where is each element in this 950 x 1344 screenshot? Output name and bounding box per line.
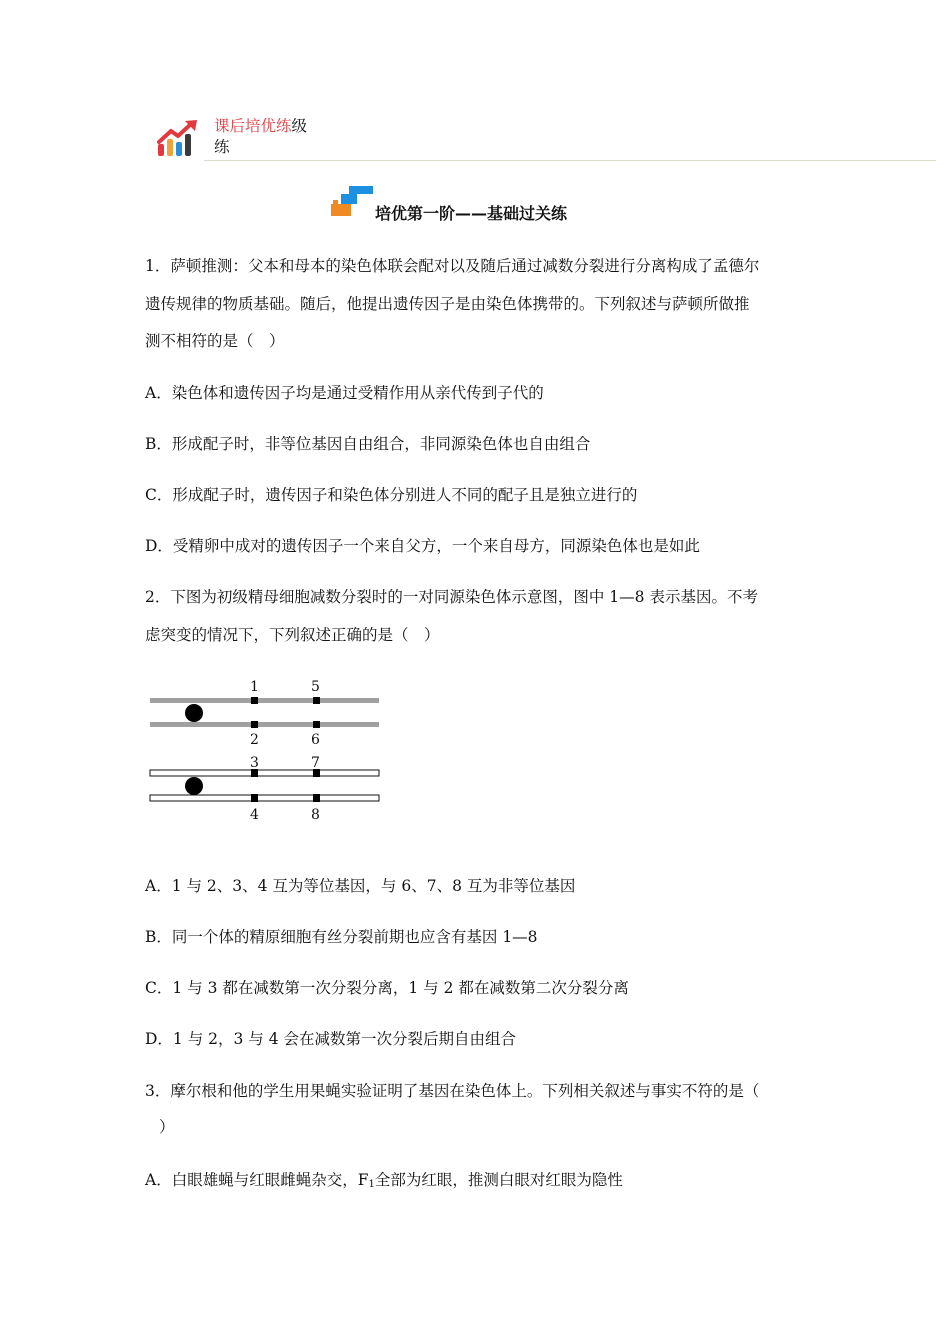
header-divider <box>204 160 936 161</box>
chromatid-bottom-1 <box>150 770 379 776</box>
q1-option-c: C．形成配子时，遗传因子和染色体分别进人不同的配子且是独立进行的 <box>145 486 638 504</box>
gene-locus-1 <box>251 697 258 704</box>
q1-option-d: D．受精卵中成对的遗传因子一个来自父方，一个来自母方，同源染色体也是如此 <box>145 537 700 555</box>
q1-stem-line-1: 1．萨顿推测：父本和母本的染色体联会配对以及随后通过减数分裂进行分离构成了孟德尔 <box>145 257 760 275</box>
q3-option-a-after: 全部为红眼，推测白眼对红眼为隐性 <box>374 1171 623 1189</box>
gene-label-2: 2 <box>250 732 259 748</box>
gene-label-6: 6 <box>311 732 320 748</box>
gene-locus-5 <box>313 697 320 704</box>
q3-option-a-subscript: 1 <box>368 1179 375 1190</box>
q1-option-b: B．形成配子时，非等位基因自由组合，非同源染色体也自由组合 <box>145 435 591 453</box>
q2-option-d: D．1 与 2，3 与 4 会在减数第一次分裂后期自由组合 <box>145 1030 517 1048</box>
q1-stem-line-3: 测不相符的是（ ） <box>145 332 285 350</box>
header-title-red: 课后培优练 <box>214 117 292 135</box>
q2-option-c: C．1 与 3 都在减数第一次分裂分离，1 与 2 都在减数第二次分裂分离 <box>145 979 629 997</box>
gene-label-5: 5 <box>311 679 320 695</box>
chromatid-bottom-2 <box>150 795 379 801</box>
stairs-icon <box>331 186 375 218</box>
header-title-line2: 练 <box>214 138 230 156</box>
centromere-bottom <box>185 777 203 795</box>
q1-option-a: A．染色体和遗传因子均是通过受精作用从亲代传到子代的 <box>145 384 544 402</box>
q2-option-a: A．1 与 2、3、4 互为等位基因，与 6、7、8 互为非等位基因 <box>145 877 576 895</box>
gene-label-7: 7 <box>311 755 320 771</box>
q2-stem-line-2: 虑突变的情况下，下列叙述正确的是（ ） <box>145 626 440 644</box>
header-title <box>214 116 307 158</box>
gene-locus-6 <box>313 721 320 728</box>
q3-option-a-before: A．白眼雄蝇与红眼雌蝇杂交，F <box>145 1171 369 1189</box>
header-title-suffix: 级 <box>291 117 308 135</box>
gene-label-4: 4 <box>250 807 259 823</box>
chromatid-top-1 <box>150 698 379 703</box>
gene-label-8: 8 <box>311 807 320 823</box>
growth-chart-icon <box>157 118 201 158</box>
gene-locus-8 <box>313 794 320 802</box>
centromere-top <box>185 704 203 722</box>
section-title: 培优第一阶——基础过关练 <box>375 204 568 223</box>
q1-stem-line-2: 遗传规律的物质基础。随后，他提出遗传因子是由染色体携带的。下列叙述与萨顿所做推 <box>145 295 750 313</box>
q3-stem-line-1: 3．摩尔根和他的学生用果蝇实验证明了基因在染色体上。下列相关叙述与事实不符的是（ <box>145 1082 760 1100</box>
gene-label-3: 3 <box>250 755 259 771</box>
gene-locus-2 <box>251 721 258 728</box>
q3-stem-line-2: ） <box>159 1118 175 1136</box>
gene-locus-4 <box>251 794 258 802</box>
homologous-chromosome-figure <box>140 672 390 832</box>
chromatid-top-2 <box>150 722 379 727</box>
gene-label-1: 1 <box>250 679 259 695</box>
q2-option-b: B．同一个体的精原细胞有丝分裂前期也应含有基因 1—8 <box>145 928 538 946</box>
q2-stem-line-1: 2．下图为初级精母细胞减数分裂时的一对同源染色体示意图，图中 1—8 表示基因。不考 <box>145 588 758 606</box>
q3-option-a <box>145 1170 623 1195</box>
